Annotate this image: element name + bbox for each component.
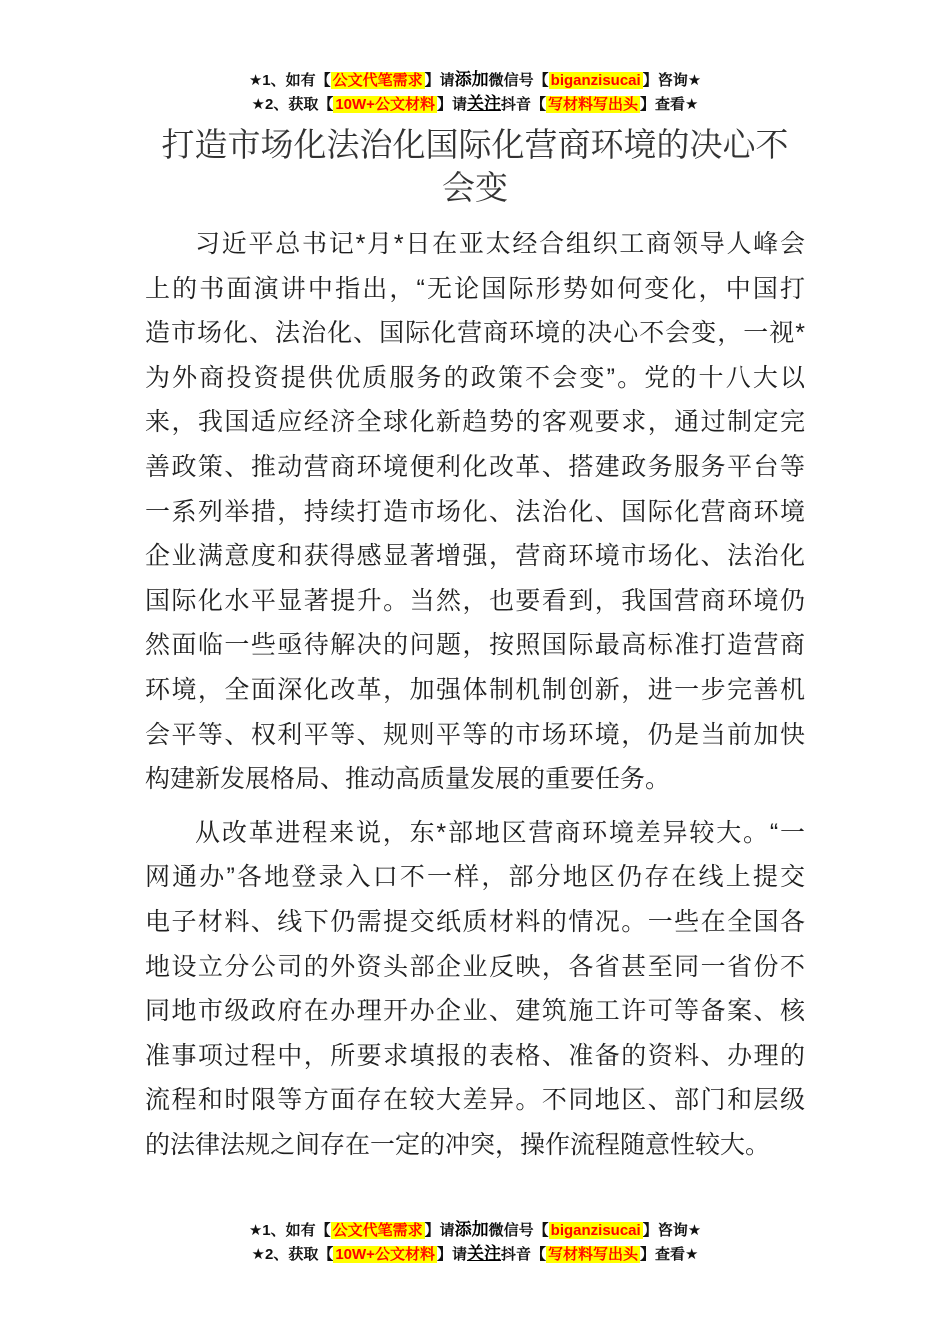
promo-highlight: 10W+公文材料 — [335, 1246, 435, 1263]
document-body — [145, 222, 805, 1167]
text-line: 上的书面演讲中指出，“无论国际形势如何变化，中国打 — [145, 274, 805, 303]
text-line: 习近平总书记*月*日在亚太经合组织工商领导人峰会 — [195, 230, 805, 258]
promo-emphasis: 添加 — [454, 70, 489, 89]
promo-text: 】请 — [424, 72, 455, 89]
promo-text: ★2、获取【 — [251, 1246, 334, 1263]
promo-text: 】咨询★ — [642, 72, 702, 89]
text-line: 企业满意度和获得感显著增强，营商环境市场化、法治化 — [145, 542, 805, 571]
text-line: 构建新发展格局、推动高质量发展的重要任务。 — [145, 765, 671, 794]
promo-text: 】查看★ — [640, 96, 699, 113]
promo-highlight: biganzisucai — [550, 72, 641, 89]
text-line: 一系列举措，持续打造市场化、法治化、国际化营商环境 — [145, 497, 805, 526]
text-line: 同地市级政府在办理开办企业、建筑施工许可等备案、核 — [145, 997, 805, 1026]
promo-emphasis: 关注 — [466, 1244, 501, 1263]
text-line: 造市场化、法治化、国际化营商环境的决心不会变，一视* — [145, 319, 805, 348]
promo-line-2 — [0, 1242, 950, 1266]
promo-text: 】查看★ — [640, 1246, 699, 1263]
promo-line-2 — [0, 92, 950, 116]
promo-highlight: 公文代笔需求 — [332, 1222, 423, 1239]
promo-text: 抖音【 — [500, 96, 546, 113]
promo-highlight: 公文代笔需求 — [332, 72, 423, 89]
promo-emphasis: 关注 — [466, 94, 501, 113]
promo-footer — [0, 1218, 950, 1266]
text-line: 电子材料、线下仍需提交纸质材料的情况。一些在全国各 — [145, 907, 805, 936]
paragraph-1 — [145, 222, 805, 802]
promo-text: ★2、获取【 — [251, 96, 334, 113]
promo-highlight: 10W+公文材料 — [335, 96, 435, 113]
promo-header — [0, 68, 950, 116]
text-line: 善政策、推动营商环境便利化改革、搭建政务服务平台等 — [145, 452, 805, 481]
promo-highlight: biganzisucai — [550, 1222, 641, 1239]
text-line: 国际化水平显著提升。当然，也要看到，我国营商环境仍 — [145, 586, 805, 615]
text-line: 地设立分公司的外资头部企业反映，各省甚至同一省份不 — [145, 952, 805, 981]
promo-highlight: 写材料写出头 — [547, 1246, 638, 1263]
text-line: 来，我国适应经济全球化新趋势的客观要求，通过制定完 — [145, 408, 805, 437]
promo-emphasis: 添加 — [454, 1220, 489, 1239]
promo-highlight: 写材料写出头 — [547, 96, 638, 113]
promo-text: ★1、如有【 — [248, 72, 331, 89]
text-line: 网通办”各地登录入口不一样，部分地区仍存在线上提交 — [145, 863, 805, 892]
promo-line-1 — [0, 1218, 950, 1242]
paragraph-2 — [145, 811, 805, 1168]
text-line: 然面临一些亟待解决的问题，按照国际最高标准打造营商 — [145, 631, 805, 660]
promo-line-1 — [0, 68, 950, 92]
promo-text: 】咨询★ — [642, 1222, 702, 1239]
text-line: 的法律法规之间存在一定的冲突，操作流程随意性较大。 — [145, 1130, 771, 1159]
promo-text: ★1、如有【 — [248, 1222, 331, 1239]
text-line: 为外商投资提供优质服务的政策不会变”。党的十八大以 — [145, 363, 805, 392]
text-line: 会平等、权利平等、规则平等的市场环境，仍是当前加快 — [145, 720, 805, 749]
promo-text: 抖音【 — [500, 1246, 546, 1263]
text-line: 准事项过程中，所要求填报的表格、准备的资料、办理的 — [145, 1041, 805, 1070]
title-line: 会变 — [442, 169, 508, 206]
promo-text: 微信号【 — [488, 72, 549, 89]
title-line: 打造市场化法治化国际化营商环境的决心不 — [161, 126, 789, 163]
promo-text: 】请 — [424, 1222, 455, 1239]
promo-text: 】请 — [436, 1246, 467, 1263]
text-line: 流程和时限等方面存在较大差异。不同地区、部门和层级 — [145, 1086, 805, 1115]
text-line: 环境，全面深化改革，加强体制机制创新，进一步完善机 — [145, 675, 805, 704]
text-line: 从改革进程来说，东*部地区营商环境差异较大。“一 — [195, 818, 805, 847]
promo-text: 微信号【 — [488, 1222, 549, 1239]
promo-text: 】请 — [436, 96, 467, 113]
document-title — [0, 123, 950, 209]
